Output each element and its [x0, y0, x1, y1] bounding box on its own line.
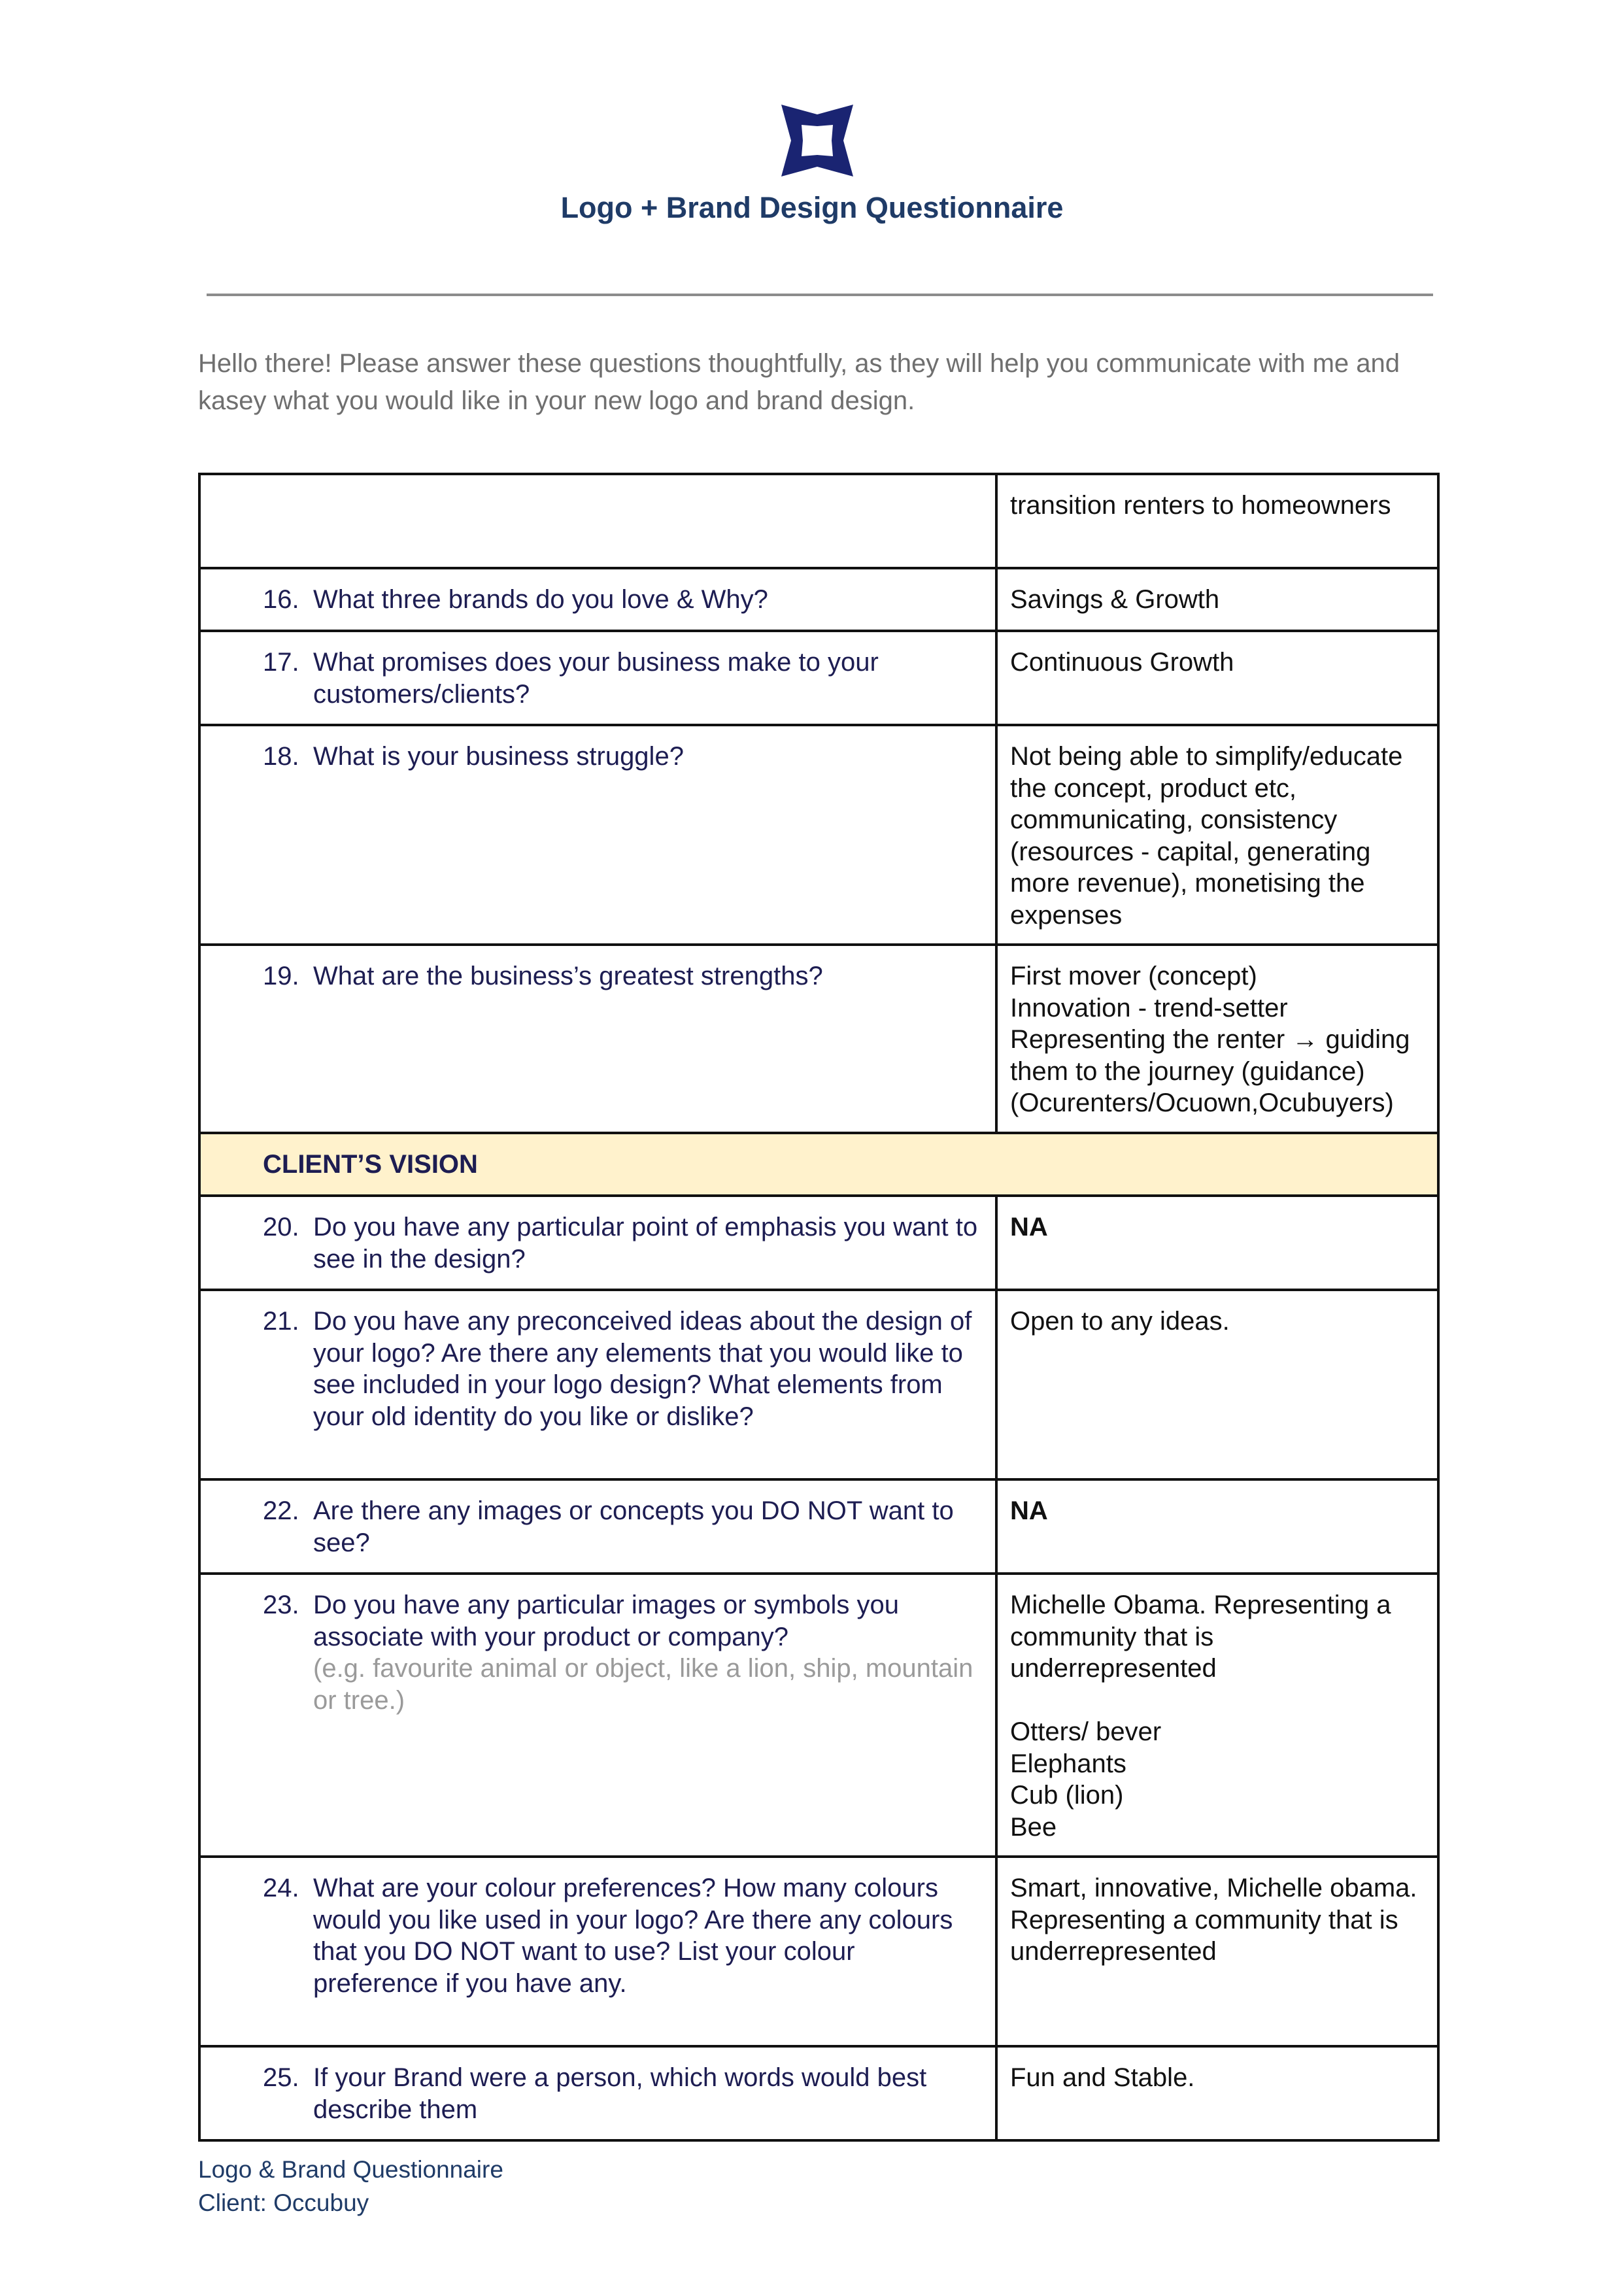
question-cell [199, 1196, 996, 1290]
answer-line: NA [1010, 1213, 1048, 1241]
question-text: Do you have any preconceived ideas about the design of your logo? Are there any elements that you would like to see included in your logo design? What elements from your old identity do you like or dislike? [313, 1307, 972, 1431]
answer-cell [996, 568, 1438, 631]
table-row [199, 1290, 1438, 1479]
question-text-block [313, 647, 982, 710]
answer-line: Continuous Growth [1010, 648, 1234, 677]
answer-line: Elephants [1010, 1749, 1126, 1778]
question-cell [199, 631, 996, 725]
answer-line: Smart, innovative, Michelle obama. Representing a community that is underrepresented [1010, 1874, 1417, 1966]
table-row [199, 2046, 1438, 2140]
answer-line: (Ocurenters/Ocuown,Ocubuyers) [1010, 1088, 1394, 1117]
answer-cell [996, 1290, 1438, 1479]
question [263, 1589, 982, 1716]
question-number: 25. [263, 2063, 299, 2092]
question-cell [199, 2046, 996, 2140]
answer-line: Innovation - trend-setter [1010, 993, 1288, 1022]
table-row [199, 631, 1438, 725]
answer-line: Bee [1010, 1812, 1057, 1842]
question-text-block [313, 1306, 982, 1432]
answer-line: Michelle Obama. Representing a community that is underrepresented [1010, 1591, 1391, 1683]
question-cell [199, 568, 996, 631]
question-number: 22. [263, 1496, 299, 1525]
question-text-block [313, 1211, 982, 1275]
question-number: 24. [263, 1874, 299, 1902]
answer-cell [996, 2046, 1438, 2140]
question-text-block [313, 1495, 982, 1559]
section-header-row [199, 1133, 1438, 1196]
answer-line: Savings & Growth [1010, 585, 1220, 614]
question-text: What three brands do you love & Why? [313, 585, 768, 614]
question-cell [199, 725, 996, 945]
answer-line: Representing the renter → guiding them to the journey (guidance) [1010, 1025, 1410, 1086]
question [263, 584, 982, 616]
answer-cell [996, 945, 1438, 1133]
question-text: What are the business’s greatest strengths? [313, 962, 823, 990]
question-cell [199, 1574, 996, 1857]
answer-line: Open to any ideas. [1010, 1307, 1230, 1336]
question-text-block [313, 741, 982, 773]
question-number: 18. [263, 742, 299, 771]
table-row [199, 1479, 1438, 1574]
page-title: Logo + Brand Design Questionnaire [560, 191, 1064, 224]
question-text: If your Brand were a person, which words would best describe them [313, 2063, 927, 2124]
answer-line: Not being able to simplify/educate the concept, product etc, communicating, consistency (resources - capital, generating more revenue), monetising the expenses [1010, 742, 1403, 930]
footer-title: Logo & Brand Questionnaire [198, 2156, 503, 2183]
question-number: 19. [263, 962, 299, 990]
question-number: 21. [263, 1307, 299, 1336]
question-text: What promises does your business make to your customers/clients? [313, 648, 879, 709]
four-point-star-frame-icon [778, 101, 856, 180]
footer [198, 2153, 503, 2219]
question-text: Are there any images or concepts you DO NOT want to see? [313, 1496, 954, 1557]
answer-cell [996, 725, 1438, 945]
answer-cell [996, 1857, 1438, 2046]
answer-cell [996, 1196, 1438, 1290]
question-number: 20. [263, 1213, 299, 1241]
table-row [199, 1857, 1438, 2046]
table-row [199, 1574, 1438, 1857]
table-row [199, 725, 1438, 945]
answer-line [1010, 1685, 1424, 1717]
question [263, 1306, 982, 1432]
question-cell [199, 1290, 996, 1479]
answer-line: Cub (lion) [1010, 1781, 1124, 1810]
question-text-block [313, 2062, 982, 2125]
question-text-block [313, 1589, 982, 1716]
section-title: CLIENT’S VISION [199, 1133, 1438, 1196]
question [263, 1211, 982, 1275]
question-number: 23. [263, 1591, 299, 1619]
question [263, 2062, 982, 2125]
question [263, 1495, 982, 1559]
question-text-block [313, 584, 982, 616]
question-text: What are your colour preferences? How many colours would you like used in your logo? Are there any colours that you DO NOT want to use? List your colour preference if you have any. [313, 1874, 953, 1998]
question [263, 741, 982, 773]
questionnaire-table [198, 473, 1440, 2142]
table-row [199, 1196, 1438, 1290]
question-text-block [313, 960, 982, 992]
table-row [199, 474, 1438, 568]
question-hint: (e.g. favourite animal or object, like a lion, ship, mountain or tree.) [313, 1654, 973, 1715]
answer-cell [996, 474, 1438, 568]
footer-client: Client: Occubuy [198, 2189, 369, 2216]
table-row [199, 568, 1438, 631]
answer-cell [996, 1574, 1438, 1857]
question-text: What is your business struggle? [313, 742, 684, 771]
question [263, 1872, 982, 1999]
table-row [199, 945, 1438, 1133]
answer-cell [996, 631, 1438, 725]
answer-line: NA [1010, 1496, 1048, 1525]
answer-line: Otters/ bever [1010, 1717, 1162, 1746]
question-number: 17. [263, 648, 299, 677]
intro-text: Hello there! Please answer these questions thoughtfully, as they will help you communicate with me and kasey what you would like in your new logo and brand design. [198, 349, 1400, 415]
answer-cell [996, 1479, 1438, 1574]
question-text: Do you have any particular point of emphasis you want to see in the design? [313, 1213, 978, 1274]
answer-line: First mover (concept) [1010, 962, 1257, 990]
question-cell [199, 1857, 996, 2046]
question-cell [199, 945, 996, 1133]
question [263, 960, 982, 992]
question [263, 647, 982, 710]
question-text: Do you have any particular images or symbols you associate with your product or company? [313, 1591, 899, 1651]
question-text-block [313, 1872, 982, 1999]
divider [207, 294, 1433, 296]
answer-text: transition renters to homeowners [1010, 491, 1391, 520]
question-cell [199, 474, 996, 568]
answer-line: Fun and Stable. [1010, 2063, 1195, 2092]
question-number: 16. [263, 585, 299, 614]
question-cell [199, 1479, 996, 1574]
